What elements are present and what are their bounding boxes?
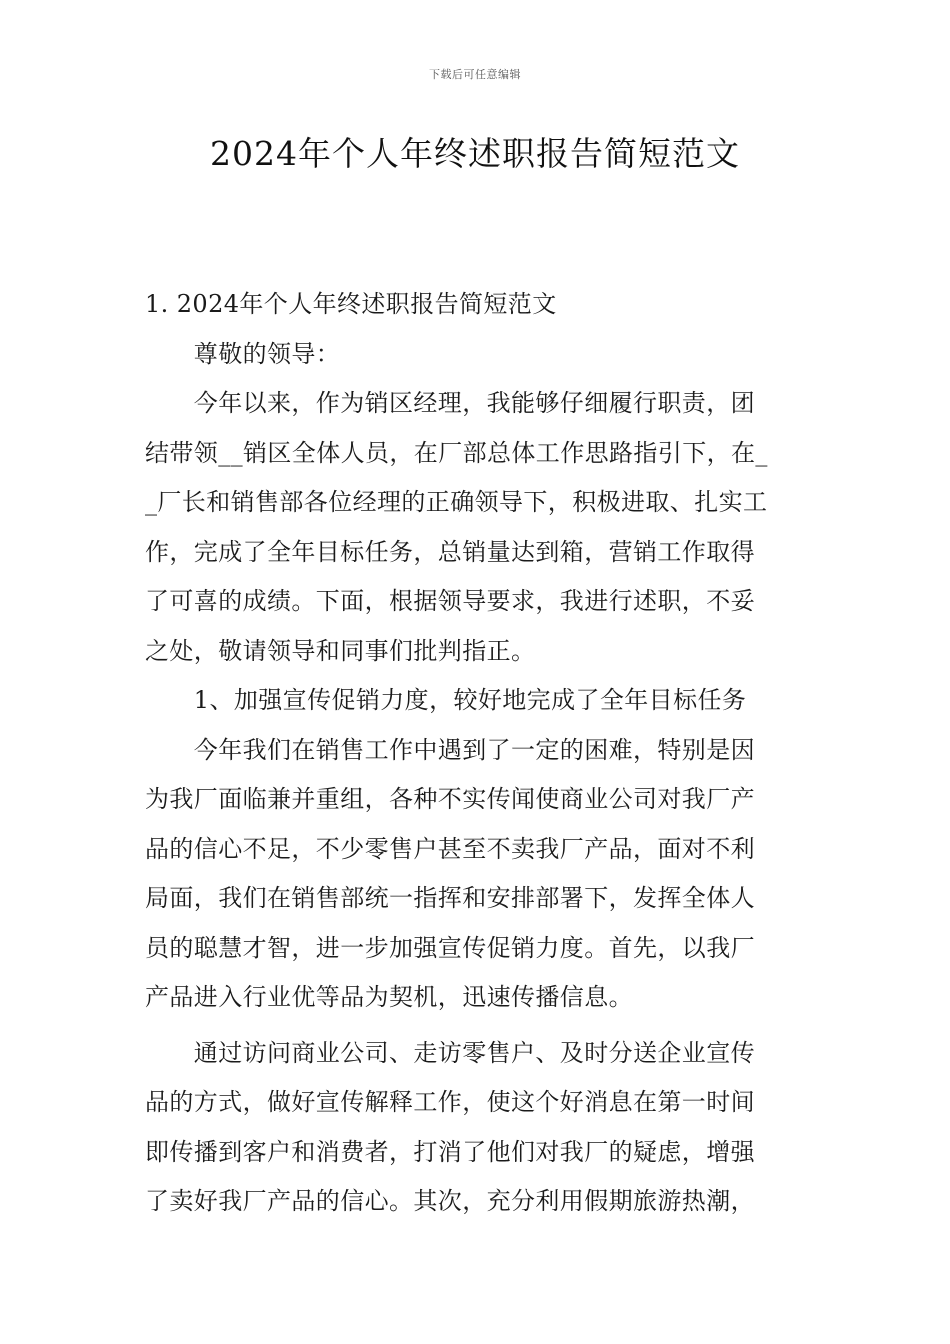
body-line: 结带领__销区全体人员，在厂部总体工作思路指引下，在_ [145,438,768,467]
body-line: 今年我们在销售工作中遇到了一定的困难，特别是因 [145,735,755,764]
body-line: 尊敬的领导： [145,339,341,368]
body-line: 作，完成了全年目标任务，总销量达到箱，营销工作取得 [145,537,755,566]
body-line: 了可喜的成绩。下面，根据领导要求，我进行述职，不妥 [145,587,755,615]
body-line: 产品进入行业优等品为契机，迅速传播信息。 [145,983,633,1011]
body-line: 局面，我们在销售部统一指挥和安排部署下，发挥全体人 [145,884,755,912]
body-line: 1、加强宣传促销力度，较好地完成了全年目标任务 [145,686,747,714]
body-line: 了卖好我厂产品的信心。其次，充分利用假期旅游热潮， [145,1187,755,1215]
body-line: 之处，敬请领导和同事们批判指正。 [145,636,536,665]
body-line: _厂长和销售部各位经理的正确领导下，积极进取、扎实工 [145,488,768,516]
document-title: 2024年个人年终述职报告简短范文 [210,134,740,173]
body-line: 通过访问商业公司、走访零售户、及时分送企业宣传 [145,1038,755,1067]
body-line: 1. 2024年个人年终述职报告简短范文 [145,290,557,318]
body-line: 品的方式，做好宣传解释工作，使这个好消息在第一时间 [145,1088,755,1116]
body-line: 今年以来，作为销区经理，我能够仔细履行职责，团 [145,389,755,417]
body-line: 为我厂面临兼并重组，各种不实传闻使商业公司对我厂产 [145,785,755,813]
body-line: 品的信心不足，不少零售户甚至不卖我厂产品，面对不利 [145,834,755,863]
body-line: 即传播到客户和消费者，打消了他们对我厂的疑虑，增强 [145,1137,755,1166]
header-note: 下载后可任意编辑 [429,68,521,81]
body-line: 员的聪慧才智，进一步加强宣传促销力度。首先，以我厂 [145,933,755,962]
document-body [145,280,809,1227]
